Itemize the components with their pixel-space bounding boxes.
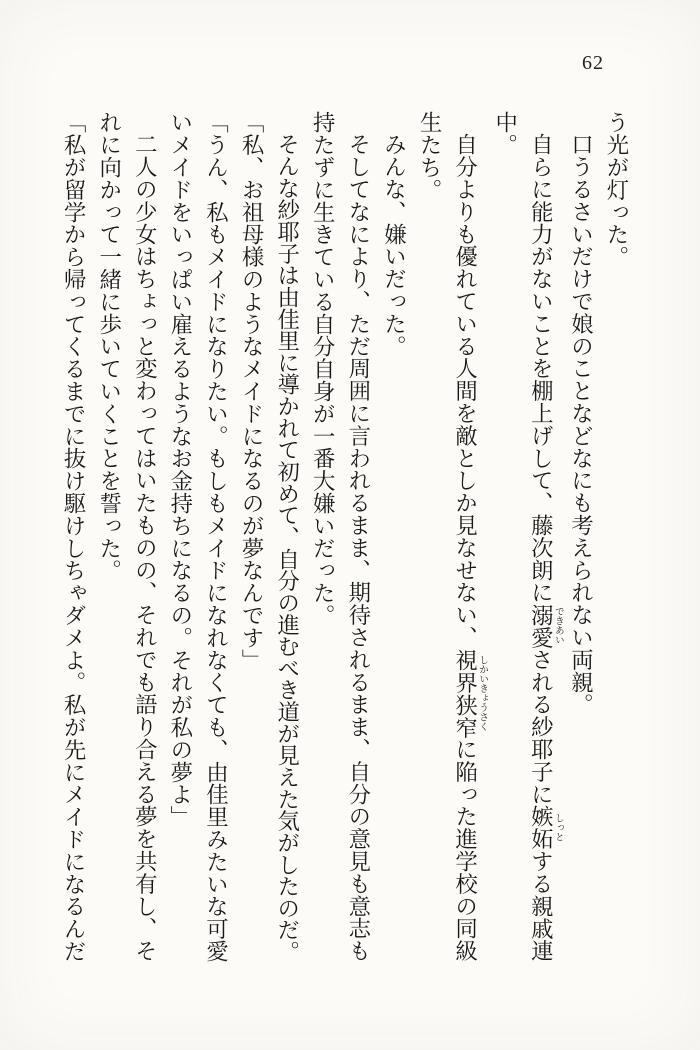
- ruby-annotated-word: 視界狭窄 しかいきょうさく: [452, 648, 488, 739]
- paragraph: みんな、嫌いだった。: [381, 133, 407, 358]
- ruby-annotated-word: 嫉妬 しっと: [528, 805, 563, 851]
- paragraph: そしてなにより、ただ周囲に言われるまま、期待されるまま、自分の意見も意志も持たずに生きている自分自身が一番大嫌いだった。: [310, 111, 371, 963]
- page-number: 62: [582, 52, 604, 74]
- paragraph: そんな紗耶子は由佳里に導かれて初めて、自分の進むべき道が見えた気がしたのだ。: [274, 133, 300, 963]
- ruby-annotated-word: 溺愛 できあい: [528, 603, 563, 649]
- paragraph: 「うん、私もメイドになりたい。もしもメイドになれなくても、由佳里みたいな可愛いメイドをいっぱい雇えるようなお金持ちになるの。それが私の夢よ」: [167, 111, 229, 963]
- paragraph: 「私が留学から帰ってくるまでに抜け駆けしちゃダメよ。私が先にメイドになるんだ: [61, 111, 87, 963]
- paragraph: 「私、お祖母様のようなメイドになるのが夢なんです」: [239, 111, 265, 671]
- paragraph: う光が灯った。: [604, 111, 629, 268]
- paragraph: 自分よりも優れている人間を敵としか見なせない、視界狭窄 しかいきょうさくに陥った進学校の同級生たち。: [417, 111, 488, 963]
- paragraph: 二人の少女はちょっと変わってはいたものの、それでも語り合える夢を共有し、それに向かって一緒に歩いていくことを誓った。: [96, 111, 158, 963]
- paragraph: 自らに能力がないことを棚上げして、藤次朗に溺愛 できあいされる紗耶子に嫉妬 しっとする親戚連中。: [492, 111, 563, 963]
- paragraph: 口うるさいだけで娘のことなどなにも考えられない両親。: [568, 133, 594, 716]
- text-block: [60, 111, 634, 963]
